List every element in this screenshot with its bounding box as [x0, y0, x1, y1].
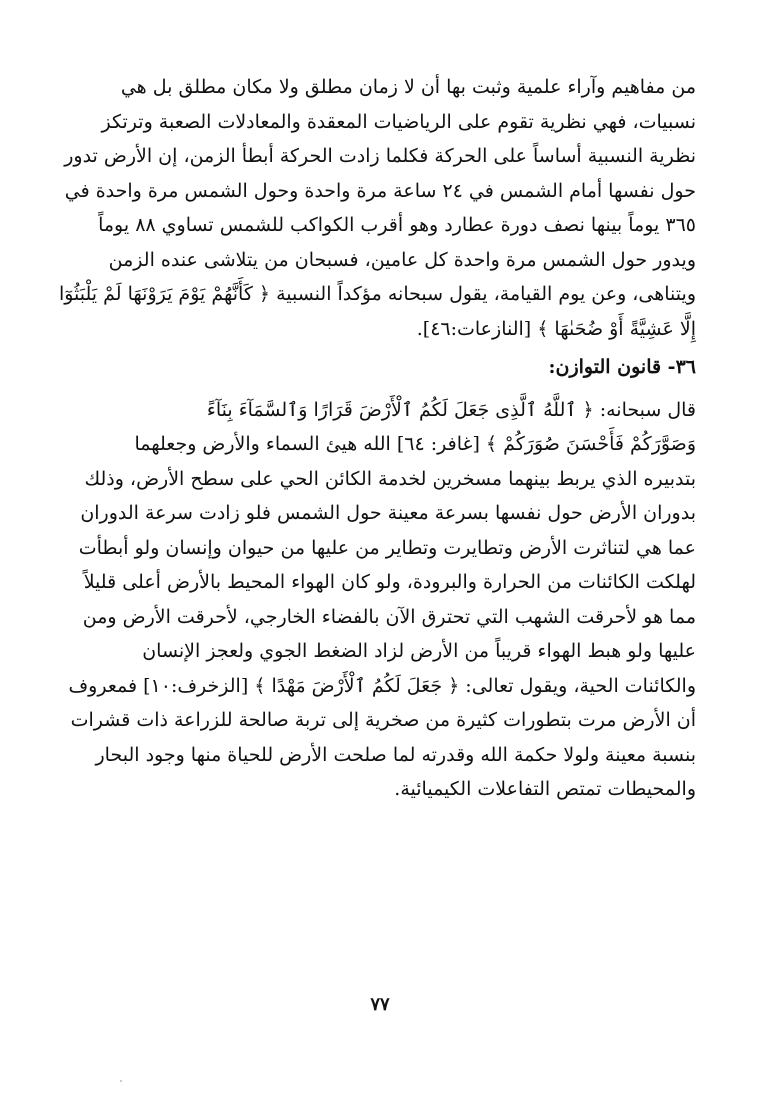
text-line: نسبيات، فهي نظرية تقوم على الرياضيات المعقدة والمعادلات الصعبة وترتكز	[101, 110, 696, 133]
paragraph-relativity	[58, 70, 696, 346]
text-line: عما هي لتناثرت الأرض وتطايرت وتطاير من عليها من حيوان وإنسان ولو أبطأت	[78, 536, 696, 559]
text-line: ويدور حول الشمس مرة واحدة كل عامين، فسبحان من يتلاشى عنده الزمن	[108, 248, 696, 271]
text-line: مما هو لأحرقت الشهب التي تحترق الآن بالفضاء الخارجي، لأحرقت الأرض ومن	[82, 605, 696, 628]
text-line: لهلكت الكائنات من الحرارة والبرودة، ولو كان الهواء المحيط بالأرض أعلى قليلاً	[83, 571, 696, 593]
text-line: أن الأرض مرت بتطورات كثيرة من صخرية إلى تربة صالحة للزراعة ذات قشرات	[70, 709, 696, 731]
text-line: وَصَوَّرَكُمْ فَأَحْسَنَ صُوَرَكُمْ ﴾ [غافر: ٦٤] الله هيئ السماء والأرض وجعلهما	[134, 433, 696, 455]
text-line: نظرية النسبية أساساً على الحركة فكلما زادت الحركة أبطأ الزمن، إن الأرض تدور	[64, 145, 696, 167]
text-line: بنسبة معينة ولولا حكمة الله وقدرته لما صلحت الأرض للحياة منها وجود البحار	[95, 743, 696, 766]
text-line: حول نفسها أمام الشمس في ٢٤ ساعة مرة واحدة وحول الشمس مرة واحدة في	[64, 179, 696, 202]
page-number: ٧٧	[370, 994, 390, 1015]
text-line: والكائنات الحية، ويقول تعالى: ﴿ جَعَلَ لَكُمُ ٱلْأَرْضَ مَهْدًا ﴾ [الزخرف:١٠] فمعروف	[68, 674, 696, 697]
paragraph-balance	[68, 393, 696, 807]
text-line: ويتناهى، وعن يوم القيامة، يقول سبحانه مؤكداً النسبية ﴿ كَأَنَّهُمْ يَوْمَ يَرَوْنَهَا لَمْ يَلْبَثُوٓا	[58, 283, 696, 305]
text-line: قال سبحانه: ﴿ ٱللَّهُ ٱلَّذِى جَعَلَ لَكُمُ ٱلْأَرْضَ قَرَارًا وَٱلسَّمَآءَ بِنَآءً	[206, 398, 696, 421]
text-line: بتدبيره الذي يربط بينهما مسخرين لخدمة الكائن الحي على سطح الأرض، وذلك	[84, 467, 696, 490]
text-line: والمحيطات تمتص التفاعلات الكيميائية.	[394, 778, 696, 800]
text-line: إِلَّا عَشِيَّةً أَوْ ضُحَىٰهَا ﴾ [النازعات:٤٦].	[416, 317, 696, 340]
text-line: عليها ولو هبط الهواء قريباً من الأرض لزاد الضغط الجوي ولعجز الإنسان	[142, 640, 696, 662]
section-heading: ٣٦- قانون التوازن:	[548, 356, 696, 378]
text-line: ٣٦٥ يوماً بينها نصف دورة عطارد وهو أقرب الكواكب للشمس تساوي ٨٨ يوماً	[98, 214, 696, 236]
scan-speck	[120, 1080, 122, 1082]
text-line: بدوران الأرض حول نفسها بسرعة معينة حول الشمس فلو زادت سرعة الدوران	[80, 502, 696, 524]
text-line: من مفاهيم وآراء علمية وثبت بها أن لا زمان مطلق ولا مكان مطلق بل هي	[120, 76, 696, 98]
page-body	[58, 70, 696, 807]
